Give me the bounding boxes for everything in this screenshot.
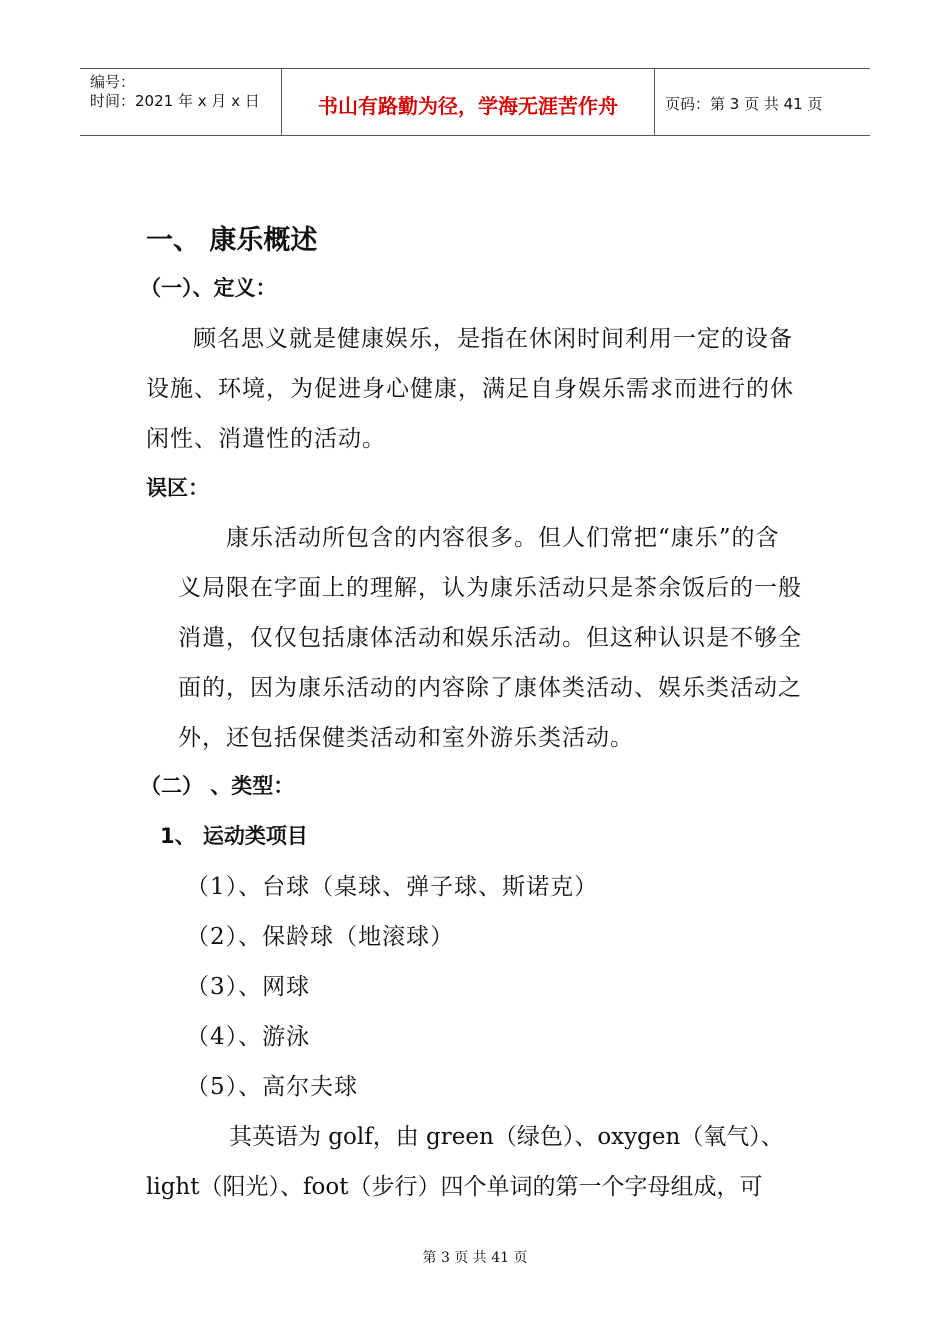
sports-heading: 1、 运动类项目 bbox=[160, 824, 308, 848]
page-footer: 第 3 页 共 41 页 bbox=[422, 1250, 528, 1266]
header-meta-cell bbox=[80, 69, 282, 135]
header-page-info: 页码：第 3 页 共 41 页 bbox=[665, 94, 823, 113]
document-date-label: 时间：2021 年 x 月 x 日 bbox=[90, 92, 260, 110]
paragraph-line: 面的，因为康乐活动的内容除了康体类活动、娱乐类活动之 bbox=[178, 675, 802, 701]
paragraph-line: 康乐活动所包含的内容很多。但人们常把“康乐”的含 bbox=[226, 525, 780, 551]
paragraph-line: 其英语为 golf，由 green（绿色）、oxygen（氧气）、 bbox=[229, 1124, 784, 1150]
paragraph-line: 闲性、消遣性的活动。 bbox=[146, 426, 386, 452]
list-item: （1）、台球（桌球、弹子球、斯诺克） bbox=[186, 874, 599, 900]
definition-heading: （一）、定义： bbox=[140, 276, 277, 300]
list-item: （5）、高尔夫球 bbox=[186, 1074, 359, 1100]
paragraph-line: 消遣，仅仅包括康体活动和娱乐活动。但这种认识是不够全 bbox=[178, 625, 802, 651]
list-item: （3）、网球 bbox=[186, 974, 311, 1000]
document-number-label: 编号： bbox=[90, 73, 136, 91]
header-motto: 书山有路勤为径，学海无涯苦作舟 bbox=[282, 69, 655, 135]
paragraph-line: 义局限在字面上的理解，认为康乐活动只是茶余饭后的一般 bbox=[178, 575, 802, 601]
list-item: （4）、游泳 bbox=[186, 1024, 311, 1050]
paragraph-line: 顾名思义就是健康娱乐，是指在休闲时间利用一定的设备 bbox=[193, 326, 793, 352]
misconception-heading: 误区： bbox=[146, 476, 209, 500]
document-header bbox=[80, 68, 870, 136]
section-title: 一、 康乐概述 bbox=[146, 225, 318, 256]
list-item: （2）、保龄球（地滚球） bbox=[186, 924, 455, 950]
paragraph-line: 设施、环境，为促进身心健康，满足自身娱乐需求而进行的休 bbox=[146, 376, 794, 402]
types-heading: （二） 、类型： bbox=[140, 774, 295, 798]
paragraph-line: 外，还包括保健类活动和室外游乐类活动。 bbox=[178, 725, 634, 751]
paragraph-line: light（阳光）、foot（步行）四个单词的第一个字母组成，可 bbox=[146, 1174, 763, 1200]
